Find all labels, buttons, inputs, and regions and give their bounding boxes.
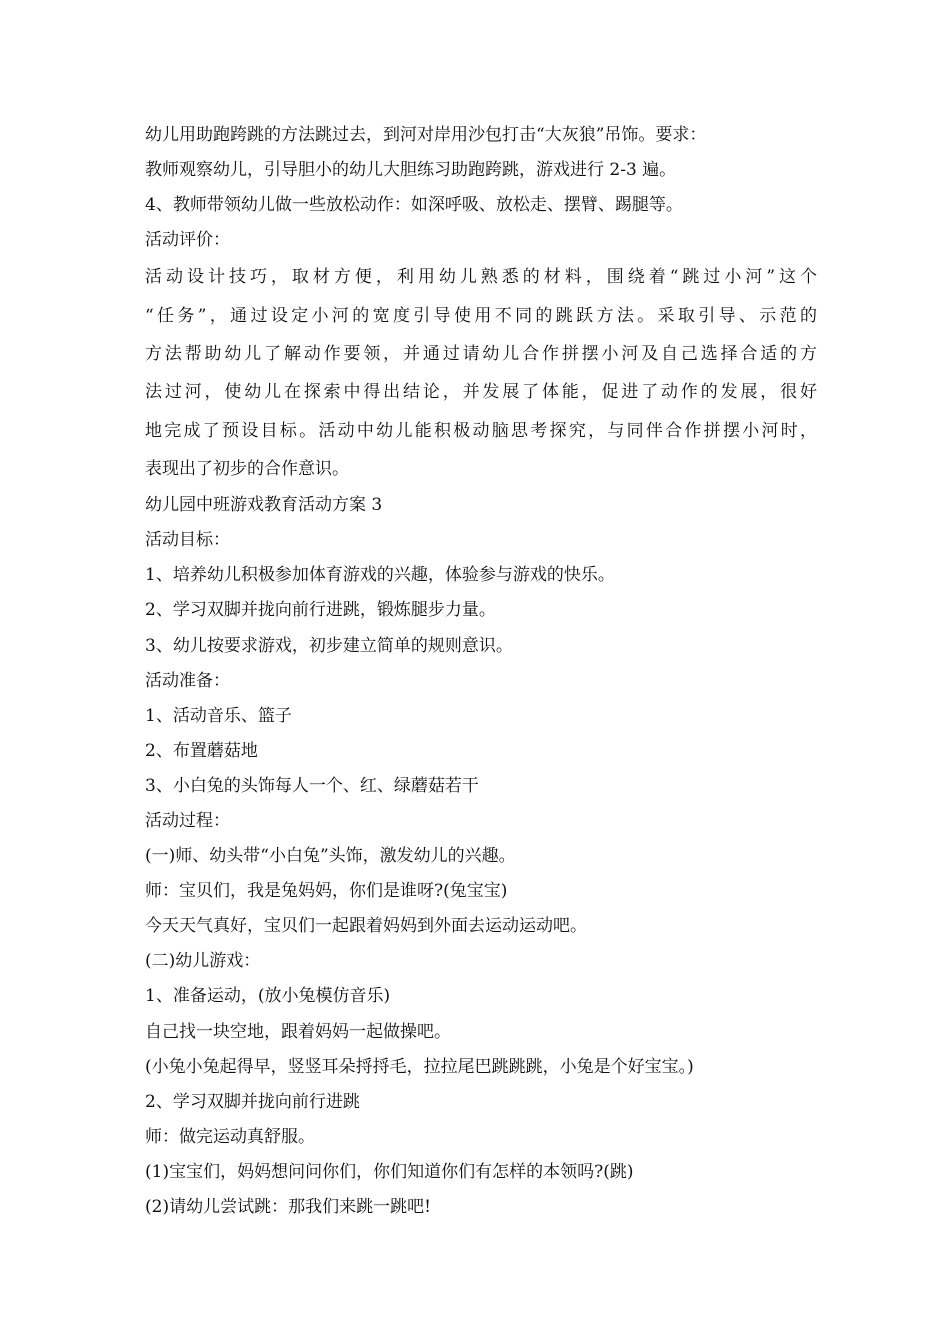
section-heading: 活动过程： xyxy=(145,811,230,831)
list-item: (1)宝宝们，妈妈想问问你们，你们知道你们有怎样的本领吗?(跳) xyxy=(145,1161,634,1182)
list-item: 2、学习双脚并拢向前行进跳 xyxy=(145,1091,360,1112)
paragraph-line: (一)师、幼头带“小白兔”头饰，激发幼儿的兴趣。 xyxy=(145,846,516,867)
paragraph-line: 幼儿用助跑跨跳的方法跳过去，到河对岸用沙包打击“大灰狼”吊饰。要求： xyxy=(145,125,707,145)
list-item: (2)请幼儿尝试跳：那我们来跳一跳吧! xyxy=(145,1197,431,1218)
paragraph-line: 自己找一块空地，跟着妈妈一起做操吧。 xyxy=(145,1021,451,1042)
list-item: 3、小白兔的头饰每人一个、红、绿蘑菇若干 xyxy=(145,775,479,796)
list-item: 3、幼儿按要求游戏，初步建立简单的规则意识。 xyxy=(145,635,513,656)
list-item: 2、布置蘑菇地 xyxy=(145,740,258,761)
paragraph-line: 师：做完运动真舒服。 xyxy=(145,1126,315,1147)
section-heading: 活动评价： xyxy=(145,230,230,251)
list-item: 2、学习双脚并拢向前行进跳，锻炼腿步力量。 xyxy=(145,600,496,621)
section-heading: 活动准备： xyxy=(145,670,230,691)
paragraph-line: 法过河，使幼儿在探索中得出结论，并发展了体能，促进了动作的发展，很好 xyxy=(145,382,817,403)
list-item: 1、培养幼儿积极参加体育游戏的兴趣，体验参与游戏的快乐。 xyxy=(145,565,615,586)
paragraph-line: 教师观察幼儿，引导胆小的幼儿大胆练习助跑跨跳，游戏进行 2-3 遍。 xyxy=(145,160,677,181)
paragraph-line: (小兔小兔起得早，竖竖耳朵捋捋毛，拉拉尾巴跳跳跳，小兔是个好宝宝。) xyxy=(145,1056,694,1077)
paragraph-line: 方法帮助幼儿了解动作要领，并通过请幼儿合作拼摆小河及自己选择合适的方 xyxy=(145,343,817,364)
document-body xyxy=(145,118,825,1225)
paragraph-line: 师：宝贝们，我是兔妈妈，你们是谁呀?(兔宝宝) xyxy=(145,881,508,902)
document-title: 幼儿园中班游戏教育活动方案 3 xyxy=(145,495,383,516)
paragraph-line: 活动设计技巧，取材方便，利用幼儿熟悉的材料，围绕着“跳过小河”这个 xyxy=(145,267,817,288)
list-item: 4、教师带领幼儿做一些放松动作：如深呼吸、放松走、摆臂、踢腿等。 xyxy=(145,195,683,216)
paragraph-line: (二)幼儿游戏： xyxy=(145,951,261,972)
list-item: 1、活动音乐、篮子 xyxy=(145,705,292,726)
section-heading: 活动目标： xyxy=(145,530,230,551)
paragraph-line: 今天天气真好，宝贝们一起跟着妈妈到外面去运动运动吧。 xyxy=(145,916,587,937)
list-item: 1、准备运动，(放小兔模仿音乐) xyxy=(145,986,391,1007)
paragraph-line: 地完成了预设目标。活动中幼儿能积极动脑思考探究，与同伴合作拼摆小河时， xyxy=(145,420,817,441)
paragraph-line: 表现出了初步的合作意识。 xyxy=(145,458,349,479)
paragraph-line: “任务”，通过设定小河的宽度引导使用不同的跳跃方法。采取引导、示范的 xyxy=(145,305,817,326)
